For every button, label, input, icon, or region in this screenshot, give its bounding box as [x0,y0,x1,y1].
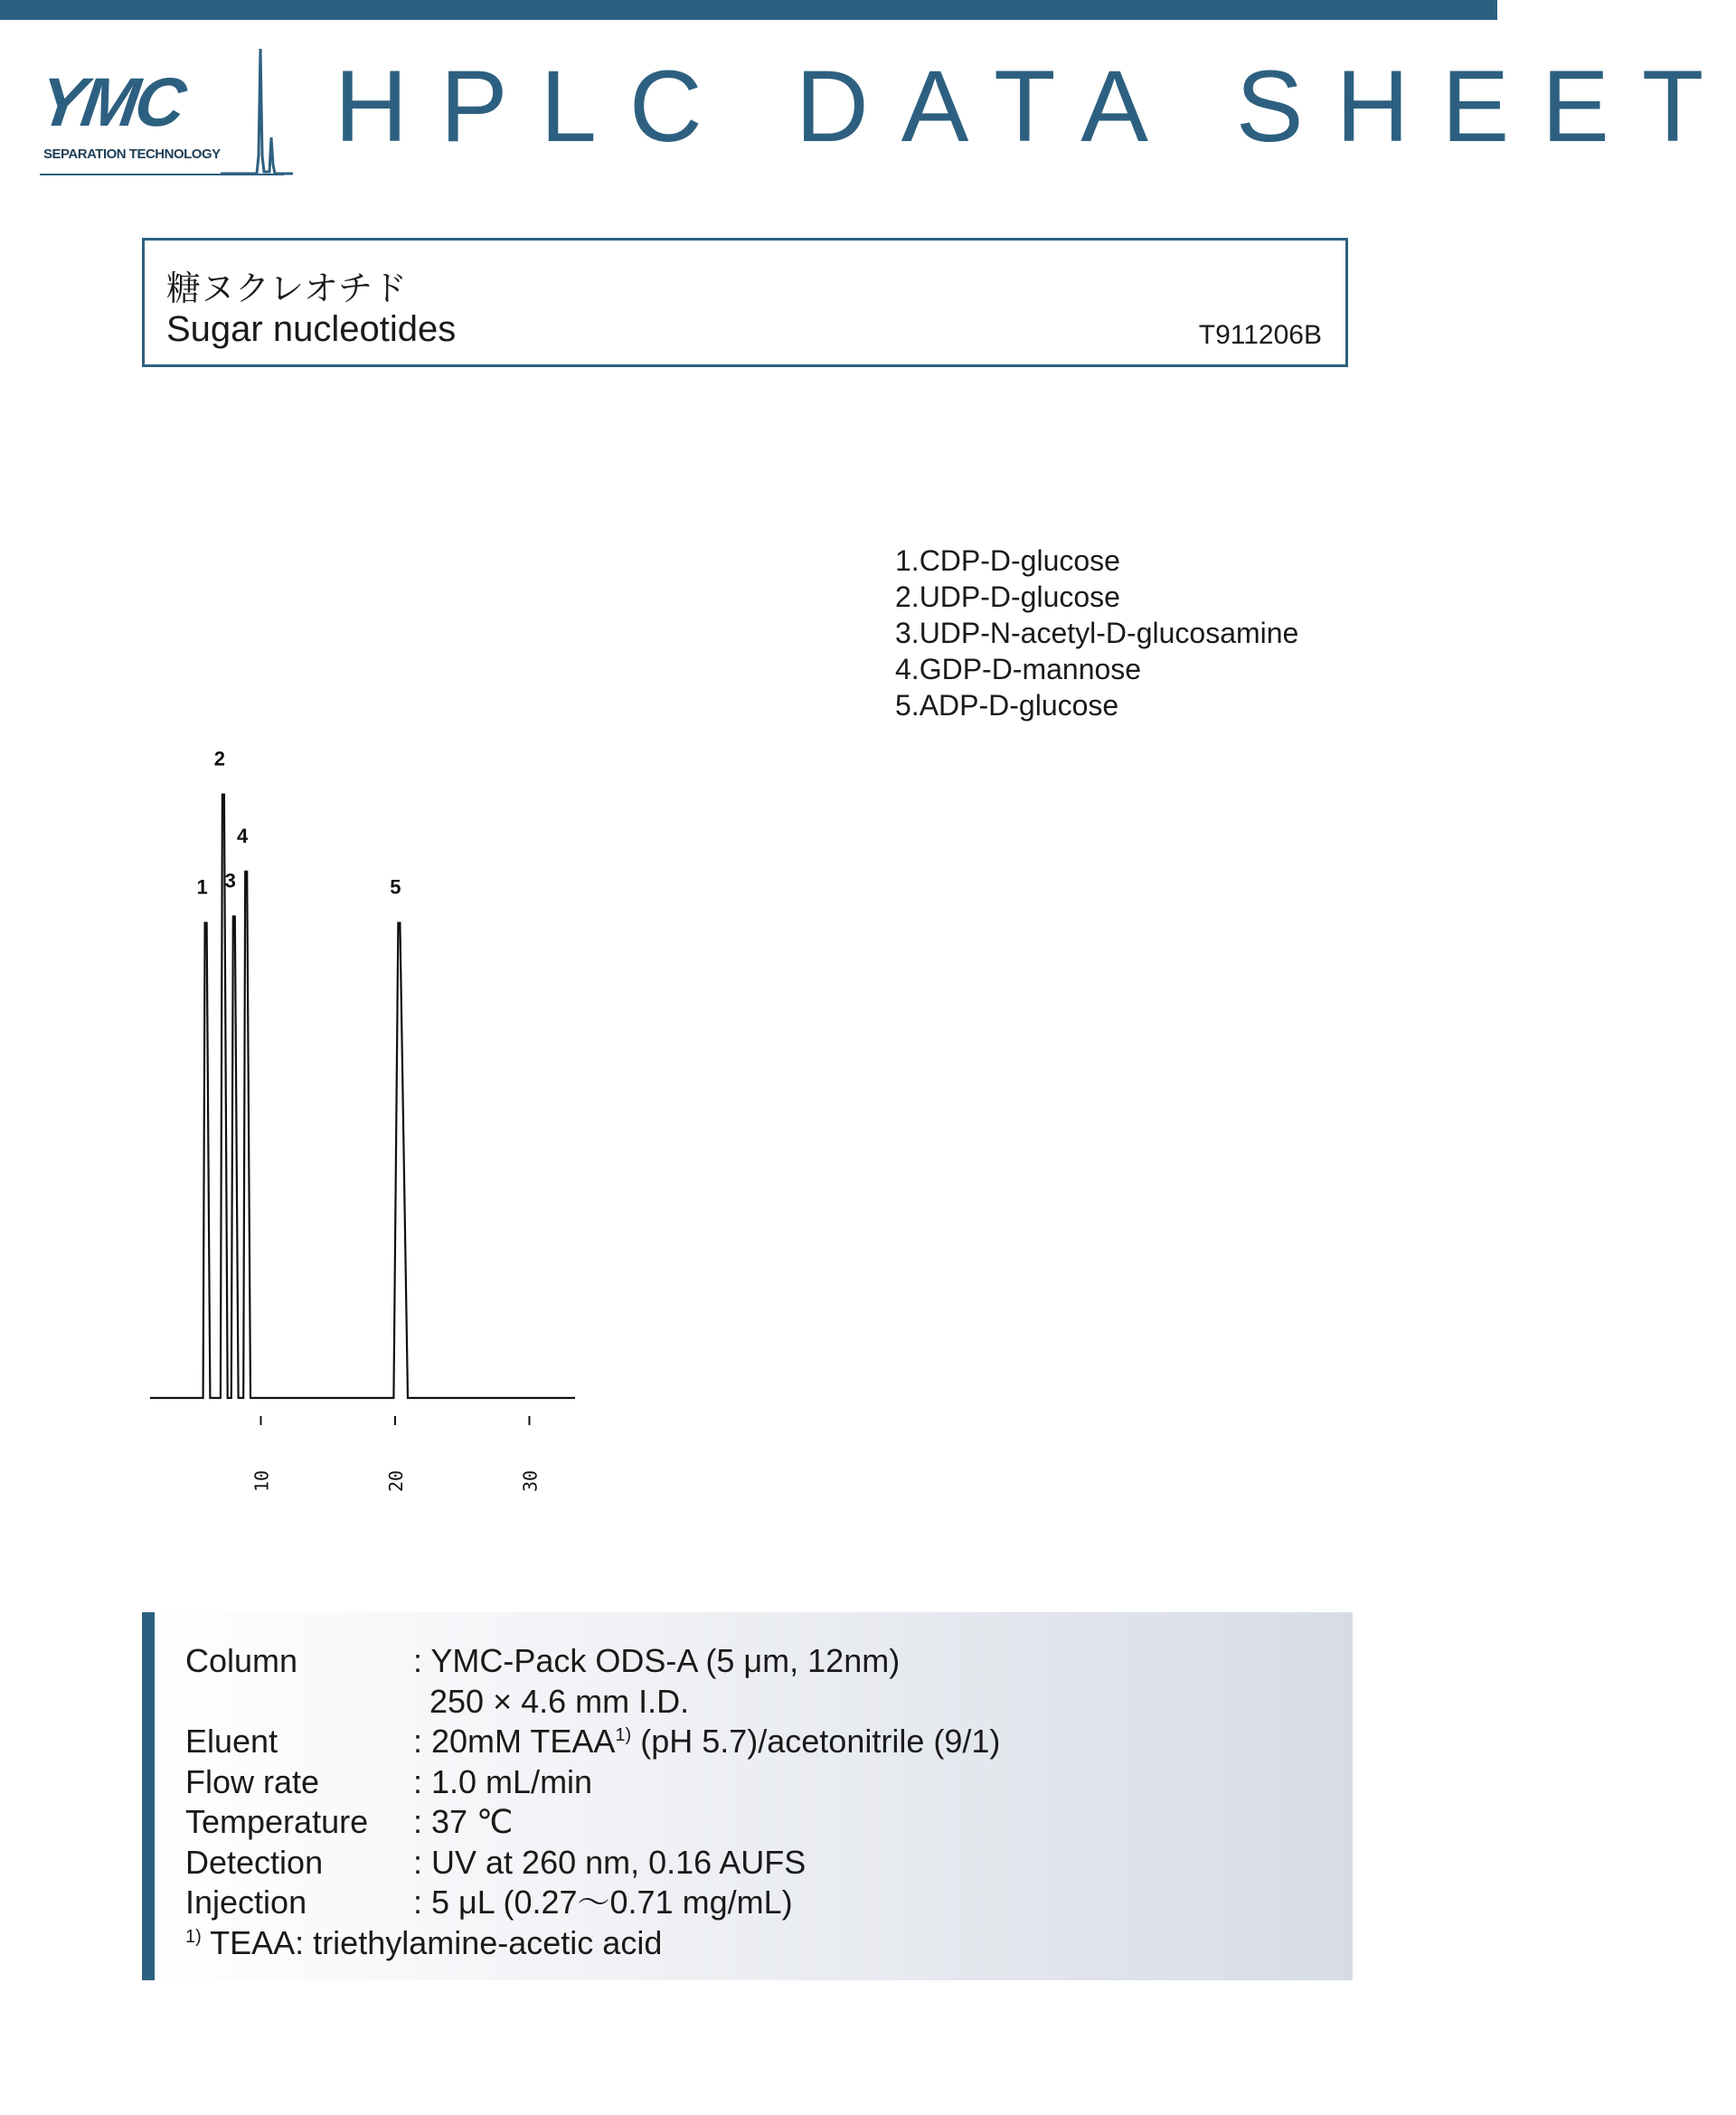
x-tick-label: 20 [384,1469,407,1492]
condition-label: Flow rate [185,1762,320,1800]
condition-row-eluent [185,1722,1000,1762]
condition-row-column-dimensions [185,1682,1000,1723]
page-title: HPLC DATA SHEET [335,50,1736,163]
peak-legend [895,543,1298,723]
peak-label-5: 5 [390,875,401,899]
datasheet-code: T911206B [1198,320,1322,350]
peak-label-3: 3 [224,869,236,892]
x-tick-label: 30 [519,1469,542,1492]
legend-item: 2.UDP-D-glucose [895,581,1120,613]
logo-text: YMC [34,64,187,141]
condition-value: : 20mM TEAA$^{1)}$ (pH 5.7)/acetonitrile (9/1) [413,1723,1001,1760]
condition-label: Eluent [185,1723,278,1760]
footnote-marker: 1) [185,1926,202,1947]
condition-label: Detection [185,1843,324,1881]
condition-value: 250 × 4.6 mm I.D. [429,1682,690,1720]
condition-row-flow-rate [185,1762,1000,1803]
condition-value: : 37 ℃ [413,1803,514,1840]
condition-row-injection [185,1883,1000,1923]
conditions-panel [142,1612,1353,1980]
peak-label-4: 4 [237,824,249,847]
peak-label-2: 2 [213,747,226,770]
condition-value: : UV at 260 nm, 0.16 AUFS [413,1843,807,1881]
chromatogram-trace [150,795,575,1398]
x-tick-label: 10 [250,1469,273,1492]
footnote: $^{1)}$ TEAA: triethylamine-acetic acid [185,1923,663,1961]
condition-row-column [185,1641,1000,1682]
condition-value: : 5 μL (0.27〜0.71 mg/mL) [413,1884,793,1921]
condition-value: : YMC-Pack ODS-A (5 μm, 12nm) [413,1642,901,1679]
chromatogram-chart [127,533,597,1519]
peak-label-1: 1 [196,875,208,899]
sample-name-japanese: 糖ヌクレオチド [166,269,408,308]
legend-item: 5.ADP-D-glucose [895,689,1119,722]
logo-peak-icon [221,47,293,179]
condition-row-detection [185,1843,1000,1884]
condition-value: : 1.0 mL/min [413,1762,593,1800]
legend-item: 3.UDP-N-acetyl-D-glucosamine [895,617,1299,649]
condition-label: Column [185,1642,298,1679]
top-banner-bar [0,0,1497,20]
condition-label: Temperature [185,1803,369,1840]
legend-item: 4.GDP-D-mannose [895,653,1142,685]
sample-name-english: Sugar nucleotides [166,309,457,349]
condition-row-temperature [185,1802,1000,1843]
footnote-marker: 1) [615,1725,632,1745]
conditions-accent-bar [142,1612,155,1980]
legend-item: 1.CDP-D-glucose [895,544,1120,577]
condition-label: Injection [185,1884,307,1921]
ymc-logo [34,47,293,183]
sample-title-box [142,238,1348,367]
logo-subtext: SEPARATION TECHNOLOGY [43,146,221,162]
